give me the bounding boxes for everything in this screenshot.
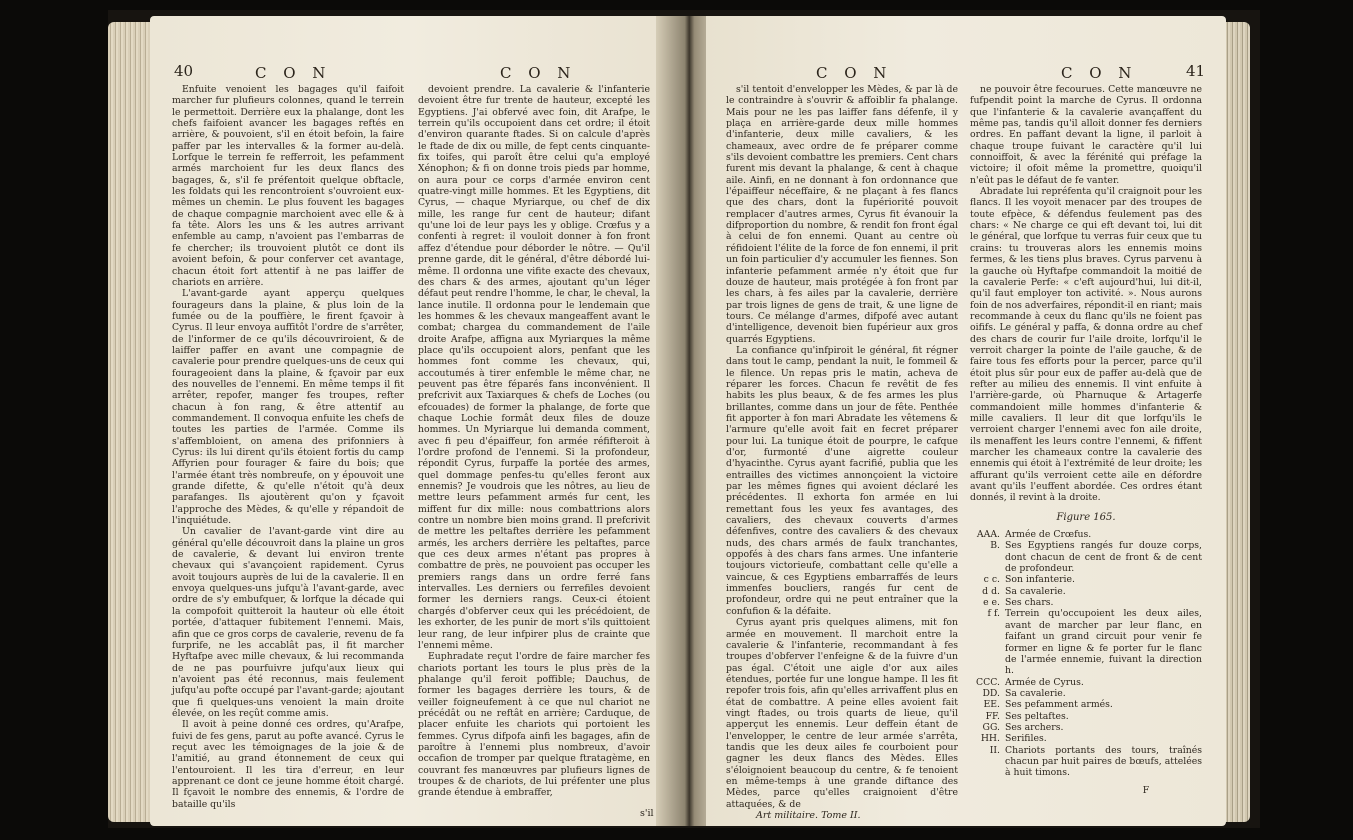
right-column-2 — [970, 84, 1202, 796]
left-page-edges — [108, 22, 152, 822]
right-page — [706, 16, 1226, 826]
legend-key: CCC. — [976, 676, 1000, 688]
left-header-col1: C O N — [255, 64, 332, 82]
left-header-col2: C O N — [500, 64, 577, 82]
legend-key: c c. — [983, 574, 1000, 586]
legend-text: Chariots portants des tours, traînés chacun par huit paires de bœufs, attelées à huit timons. — [1005, 744, 1202, 779]
paragraph: L'avant-garde ayant apperçu quelques fourageurs dans la plaine, & plus loin de la fumée ou de la pouffière, le firent fçavoir à Cyrus. Il leur envoya auffitôt l'ordre de s'arrêter, de l'informer de ce qu'ils découvriroient, & de laiffer paffer en avant une compagnie de cavalerie pour prendre quelques-uns de ceux qui fourageoient dans la plaine, & fçavoir par eux des nouvelles de l'ennemi. En même temps il fit arrêter, repofer, manger fes troupes, refter chacun à fon rang, & être attentif au commandement. Il convoqua enfuite les chefs de toutes les parties de l'armée. Comme ils s'affembloient, on amena des prifonniers à Cyrus: ils lui dirent qu'ils étoient fortis du camp Affyrien pour fourager & faire du bois; que l'armée étant très nombreufe, on y épouvoit une grande difette, & qu'elle n'étoit qu'à deux parafanges. Ils ajoutèrent qu'on y fçavoit l'approche des Mèdes, & qu'elle y répandoit de l'inquiétude. — [172, 288, 404, 527]
left-column-2 — [418, 84, 650, 799]
right-header-col1: C O N — [816, 64, 893, 82]
signature-mark: F — [1142, 784, 1150, 796]
legend-text: Serifiles. — [1005, 733, 1047, 745]
legend-text: Son infanterie. — [1005, 574, 1075, 586]
legend-row — [970, 722, 1202, 733]
book-spread — [108, 10, 1260, 828]
legend-text: Armée de Cyrus. — [1005, 676, 1084, 688]
legend-key: AAA. — [976, 529, 1000, 541]
legend-text: Sa cavalerie. — [1005, 687, 1066, 699]
legend-text: Armée de Crœfus. — [1005, 529, 1092, 541]
catchword: s'il — [640, 808, 654, 819]
legend-text: Ses pefamment armés. — [1005, 699, 1113, 711]
legend-row — [970, 745, 1202, 779]
legend-text: Sa cavalerie. — [1005, 585, 1066, 597]
legend-text: Ses peltaftes. — [1005, 710, 1069, 722]
right-header-col2: C O N — [1061, 64, 1138, 82]
legend-key: e e. — [983, 597, 1000, 609]
legend-text: Ses chars. — [1005, 597, 1054, 609]
legend-key: EE. — [983, 699, 1000, 711]
legend-key: d d. — [982, 585, 1000, 597]
paragraph: Il avoit à peine donné ces ordres, qu'Arafpe, fuivi de fes gens, parut au pofte avancé. Cyrus le reçut avec les témoignages de la joie & de l'amitié, au grand étonnement de ceux qui l'entouroient. Il les tira d'erreur, en leur apprenant ce dont ce jeune homme étoit chargé. Il fçavoit le nombre des ennemis, & l'ordre de bataille qu'ils — [172, 719, 404, 810]
legend-text: Ses archers. — [1005, 721, 1064, 733]
paragraph: Enfuite venoient les bagages qu'il faifoit marcher fur plufieurs colonnes, quand le terrein le permettoit. Derrière eux la phalange, dont les chefs faifoient avancer les bagages reftés en arrière, & pouvoient, s'il en étoit befoin, la faire paffer par les intervalles & la former au-delà. Lorfque le terrein fe refferroit, les pefamment armés marchoient fur les deux flancs des bagages, &, s'il fe préfentoit quelque obftacle, les foldats qui les rencontroient s'ouvroient eux-mêmes un chemin. Le plus fouvent les bagages de chaque compagnie marchoient avec elle & à fa tête. Alors les uns & les autres arrivant enfemble au camp, n'avoient pas l'embarras de fe chercher; ils trouvoient plutôt ce dont ils avoient befoin, & pour conferver cet avantage, chacun étoit fort attentif à ne pas laiffer de chariots en arrière. — [172, 84, 404, 288]
legend-row — [970, 529, 1202, 540]
left-page — [150, 16, 670, 826]
paragraph: Un cavalier de l'avant-garde vint dire au général qu'elle découvroit dans la plaine un gros de cavalerie, & devant lui environ trente chevaux qui s'avançoient rapidement. Cyrus avoit toujours auprès de lui de la cavalerie. Il en envoya quelques-uns jufqu'à l'avant-garde, avec ordre de s'y embufquer, & lorfque la décade qui la compofoit quitteroit la hauteur où elle étoit portée, d'attaquer fubitement l'ennemi. Mais, afin que ce gros corps de cavalerie, revenu de fa furprife, ne les accablât pas, il fit marcher Hyftafpe avec mille chevaux, & lui recommanda de ne pas pourfuivre jufqu'aux lieux qui n'avoient pas été reconnus, mais feulement jufqu'au pofte occupé par l'avant-garde; ajoutant que fi quelques-uns venoient la main droite élevée, on les reçût comme amis. — [172, 526, 404, 719]
legend-key: f f. — [987, 608, 1000, 620]
paragraph: Cyrus ayant pris quelques alimens, mit fon armée en mouvement. Il marchoit entre la cavalerie & l'infanterie, recommandant à fes troupes d'obferver l'enfeigne & de la fuivre d'un pas égal. C'étoit une aigle d'or aux ailes étendues, portée fur une longue hampe. Il les fit repofer trois fois, afin qu'elles arrivaffent plus en état de combattre. A peine elles avoient fait vingt ftades, ou trois quarts de lieue, qu'il apperçut les ennemis. Leur deffein étant de l'envelopper, le centre de leur armée s'arrêta, tandis que les deux ailes fe courboient pour gagner les deux flancs des Mèdes. Elles s'éloignoient beaucoup du centre, & fe tenoient en même-temps à une grande diftance des Mèdes, parce qu'elles craignoient d'être attaquées, & de — [726, 617, 958, 810]
paragraph: Abradate lui repréfenta qu'il craignoit pour les flancs. Il les voyoit menacer par des troupes de toute efpèce, & défendus feulement pas des chars: « Ne charge ce qui eft devant toi, lui dit le général, que lorfque tu verras fuir ceux que tu crains: tu trouveras alors les ennemis moins fermes, & les tiens plus braves. Cyrus parvenu à la gauche où Hyftafpe commandoit la moitié de la cavalerie Perfe: « c'eft aujourd'hui, lui dit-il, qu'il faut employer ton activité. ». Nous aurons foin de nos adverfaires, répondit-il en riant; mais recommande à ceux du flanc qu'ils ne foient pas oififs. Le général y paffa, & donna ordre au chef des chars de courir fur l'aile droite, lorfqu'il le verroit charger la pointe de l'aile gauche, & de faire tous fes efforts pour la percer, parce qu'il étoit plus sûr pour eux de paffer au-delà que de refter au milieu des ennemis. Il vint enfuite à l'arrière-garde, où Pharnuque & Artagerfe commandoient mille hommes d'infanterie & mille cavaliers. Il leur dit que lorfqu'ils le verroient charger l'ennemi avec fon aile droite, ils menaffent les leurs contre l'ennemi, & fiffent marcher les chameaux contre la cavalerie des ennemis qui étoit à l'extrémité de leur droite; les affurant qu'ils verroient cette aile en défordre avant qu'ils l'euffent abordée. Ces ordres étant donnés, il revint à la droite. — [970, 186, 1202, 504]
paragraph: Euphradate reçut l'ordre de faire marcher fes chariots portant les tours le plus près de la phalange qu'il feroit poffible; Dauchus, de former les bagages derrière les tours, & de veiller foigneufement à ce que nul chariot ne précédât ou ne reftât en arrière; Carduque, de placer enfuite les chariots qui portoient les femmes. Cyrus difpofa ainfi les bagages, afin de paroître à l'ennemi plus nombreux, d'avoir occafion de tromper par quelque ftratagème, en couvrant fes manœuvres par plufieurs lignes de troupes & de chariots, de lui préfenter une plus grande étendue à embraffer, — [418, 651, 650, 799]
legend-row — [970, 711, 1202, 722]
paragraph: s'il tentoit d'envelopper les Mèdes, & par là de le contraindre à s'ouvrir & affoiblir fa phalange. Mais pour ne les pas laiffer fans défenfe, il y plaça en arrière-garde deux mille hommes d'infanterie, deux mille cavaliers, & les chameaux, avec ordre de fe préparer comme s'ils devoient combattre les premiers. Cent chars furent mis devant la phalange, & cent à chaque aile. Ainfi, en ne donnant à fon ordonnance que l'épaiffeur néceffaire, & ne plaçant à fes flancs que des chars, dont la fupériorité pouvoit remplacer d'autres armes, Cyrus fit évanouir la difproportion du nombre, & rendit fon front égal à celui de fon ennemi. Quant au centre où réfidoient l'élite de la force de fon ennemi, il prit un foin particulier d'y accumuler les fiennes. Son infanterie pefamment armée n'y étoit que fur douze de hauteur, mais protégée à fon front par les chars, à fes ailes par la cavalerie, derrière par trois lignes de gens de trait, & une ligne de tours. Ce mélange d'armes, difpofé avec autant d'intelligence, devenoit bien fupérieur aux gros quarrés Egyptiens. — [726, 84, 958, 345]
legend-key: HH. — [980, 733, 1000, 745]
legend-row — [970, 677, 1202, 688]
legend-row — [970, 699, 1202, 710]
legend-text: Ses Egyptiens rangés fur douze corps, dont chacun de cent de front & de cent de profondeur. — [1005, 540, 1202, 575]
figure-legend — [970, 529, 1202, 779]
right-column-1 — [726, 84, 958, 821]
legend-key: DD. — [982, 687, 1000, 699]
legend-row — [970, 540, 1202, 574]
footer-title: Art militaire. Tome II. — [756, 810, 861, 821]
figure-title: Figure 165. — [1056, 511, 1116, 523]
legend-row — [970, 586, 1202, 597]
legend-key: II. — [989, 744, 1000, 756]
legend-key: FF. — [985, 710, 1000, 722]
right-page-number: 41 — [1186, 62, 1206, 80]
left-page-number: 40 — [174, 62, 194, 80]
legend-row — [970, 688, 1202, 699]
legend-key: GG. — [982, 721, 1000, 733]
legend-row — [970, 574, 1202, 585]
legend-text: Terrein qu'occupoient les deux ailes, avant de marcher par leur flanc, en faifant un grand circuit pour venir fe former en ligne & fe porter fur le flanc de l'armée ennemie, fuivant la direction h. — [1005, 608, 1202, 677]
legend-row — [970, 608, 1202, 676]
legend-row — [970, 733, 1202, 744]
legend-key: B. — [990, 540, 1000, 552]
paragraph: ne pouvoir être fecourues. Cette manœuvre ne fufpendit point la marche de Cyrus. Il ordonna que l'infanterie & la cavalerie avançaffent du même pas, tandis qu'il alloit donner fes derniers ordres. En paffant devant la ligne, il parloit à chaque troupe fuivant le caractère qu'il lui connoiffoit, & avec la férénité qui préfage la victoire; il ofoit même la promettre, quoiqu'il n'eût pas le défaut de fe vanter. — [970, 84, 1202, 186]
legend-row — [970, 597, 1202, 608]
left-column-1 — [172, 84, 404, 810]
paragraph: La confiance qu'infpiroit le général, fit régner dans tout le camp, pendant la nuit, le fommeil & le filence. Un repas pris le matin, acheva de réparer les forces. Chacun fe revêtit de fes habits les plus beaux, & de fes armes les plus brillantes, comme dans un jour de fête. Penthée fit apporter à fon mari Abradate les vêtemens & l'armure qu'elle avoit fait en fecret préparer pour lui. La tunique étoit de pourpre, le cafque d'or, furmonté d'une aigrette couleur d'hyacinthe. Cyrus ayant facrifié, publia que les entrailles des victimes annonçoient la victoire par les mêmes fignes qui avoient déclaré les précédentes. Il exhorta fon armée en lui remettant fous les yeux fes avantages, des cavaliers, des chevaux couverts d'armes défenfives, contre des cavaliers & des chevaux nuds, des chars armés de faulx tranchantes, oppofés à des chars fans armes. Une infanterie toujours victorieufe, combattant celle qu'elle a vaincue, & ces Egyptiens embarraffés de leurs immenfes boucliers, rangés fur cent de profondeur, ordre qui ne peut entraîner que la confufion & la défaite. — [726, 344, 958, 617]
paragraph: devoient prendre. La cavalerie & l'infanterie devoient être fur trente de hauteur, excepté les Egyptiens. J'ai obfervé avec foin, dit Arafpe, le terrein qu'ils occupoient dans cet ordre; il étoit d'environ quarante ftades. Si on calcule d'après le ftade de dix ou mille, de fept cents cinquante-fix toifes, qui paroît être celui qu'a employé Xénophon; & fi on donne trois pieds par homme, on aura pour ce corps d'armée environ cent quatre-vingt mille hommes. Et les Egyptiens, dit Cyrus, — chaque Myriarque, ou chef de dix mille, les range fur cent de hauteur; difant qu'une loi de leur pays les y oblige. Crœfus y a confenti à regret: il vouloit donner à fon front affez d'étendue pour déborder le nôtre. — Qu'il prenne garde, dit le général, d'être débordé lui-même. Il ordonna une vifite exacte des chevaux, des chars & des armes, ajoutant qu'un léger défaut peut rendre l'homme, le char, le cheval, la lance inutile. Il ordonna pour le lendemain que les hommes & les chevaux mangeaffent avant le combat; chargea du commandement de l'aile droite Arafpe, affigna aux Myriarques la même place qu'ils occupoient alors, penfant que les hommes font comme les chevaux, qui, accoutumés à tirer enfemble le même char, ne peuvent pas être féparés fans inconvénient. Il prefcrivit aux Taxiarques & chefs de Loches (ou efcouades) de former la phalange, de forte que chaque Lochie formât deux files de douze hommes. Un Myriarque lui demanda comment, avec fi peu d'épaiffeur, fon armée réfifteroit à l'ordre profond de l'ennemi. Si la profondeur, répondit Cyrus, furpaffe la portée des armes, quel dommage penfes-tu qu'elles feront aux ennemis? Je voudrois que les nôtres, au lieu de mettre leurs pefamment armés fur cent, les miffent fur dix mille: nous combattrions alors contre un nombre bien moins grand. Il prefcrivit de mettre les peltaftes derrière les pefamment armés, les archers derrière les peltaftes, parce que ces deux armes n'étant pas propres à combattre de près, ne pouvoient pas occuper les premiers rangs dans un ordre ferré fans intervalles. Les derniers ou ferrefiles devoient former les derniers rangs. Ceux-ci étoient chargés d'obferver ceux qui les précédoient, de les exhorter, de les punir de mort s'ils quittoient leur rang, de leur infpirer plus de crainte que l'ennemi même. — [418, 84, 651, 651]
